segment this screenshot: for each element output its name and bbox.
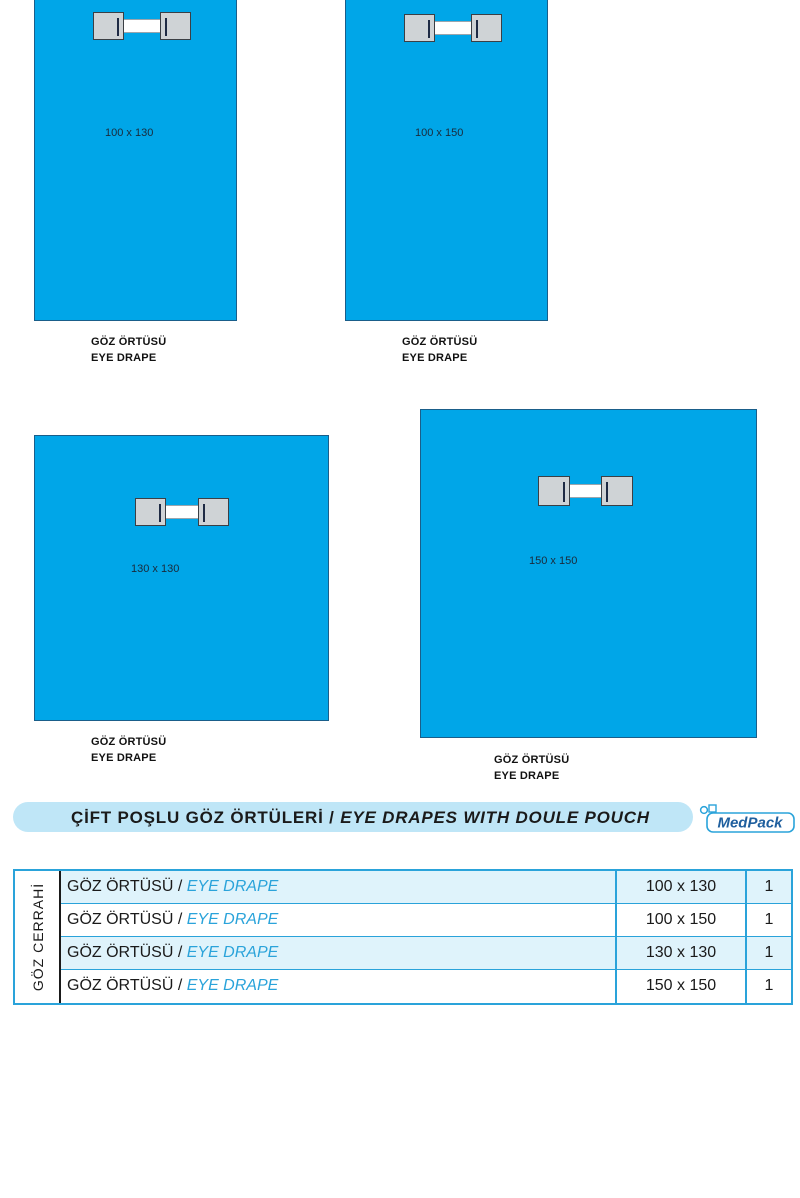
- table-cell-size: 100 x 150: [617, 904, 747, 937]
- drape-100x130: [34, 0, 237, 321]
- svg-text:MedPack: MedPack: [717, 814, 783, 832]
- table-cell-qty: 1: [747, 871, 791, 904]
- medpack-logo: [698, 803, 796, 835]
- drape-caption: GÖZ ÖRTÜSÜ EYE DRAPE: [91, 336, 167, 364]
- double-pouch-icon: [538, 476, 633, 506]
- table-row: GÖZ ÖRTÜSÜ / EYE DRAPE 130 x 130 1: [61, 937, 791, 970]
- product-table: [13, 869, 793, 1005]
- table-cell-size: 150 x 150: [617, 970, 747, 1003]
- double-pouch-icon: [135, 498, 229, 528]
- double-pouch-icon: [93, 12, 191, 42]
- drape-150x150: [420, 409, 757, 738]
- section-title: ÇİFT POŞLU GÖZ ÖRTÜLERİ / EYE DRAPES WITH DOULE POUCH: [71, 808, 650, 827]
- table-side-heading: GÖZ CERRAHİ: [15, 871, 61, 1003]
- drape-size-label: 130 x 130: [131, 563, 180, 575]
- drape-caption: GÖZ ÖRTÜSÜ EYE DRAPE: [91, 736, 167, 764]
- table-cell-qty: 1: [747, 937, 791, 970]
- drape-caption: GÖZ ÖRTÜSÜ EYE DRAPE: [402, 336, 478, 364]
- drape-130x130: [34, 435, 329, 721]
- medpack-logo-icon: [698, 803, 796, 835]
- table-row: GÖZ ÖRTÜSÜ / EYE DRAPE 150 x 150 1: [61, 970, 791, 1003]
- section-banner: [13, 802, 693, 832]
- drape-size-label: 100 x 130: [105, 127, 154, 139]
- table-row: GÖZ ÖRTÜSÜ / EYE DRAPE 100 x 130 1: [61, 871, 791, 904]
- drape-100x150: [345, 0, 548, 321]
- double-pouch-icon: [404, 14, 502, 44]
- table-cell-size: 100 x 130: [617, 871, 747, 904]
- drape-caption: GÖZ ÖRTÜSÜ EYE DRAPE: [494, 754, 570, 782]
- table-cell-qty: 1: [747, 904, 791, 937]
- table-cell-size: 130 x 130: [617, 937, 747, 970]
- table-row: GÖZ ÖRTÜSÜ / EYE DRAPE 100 x 150 1: [61, 904, 791, 937]
- drape-size-label: 100 x 150: [415, 127, 464, 139]
- table-cell-qty: 1: [764, 977, 774, 994]
- drape-size-label: 150 x 150: [529, 555, 578, 567]
